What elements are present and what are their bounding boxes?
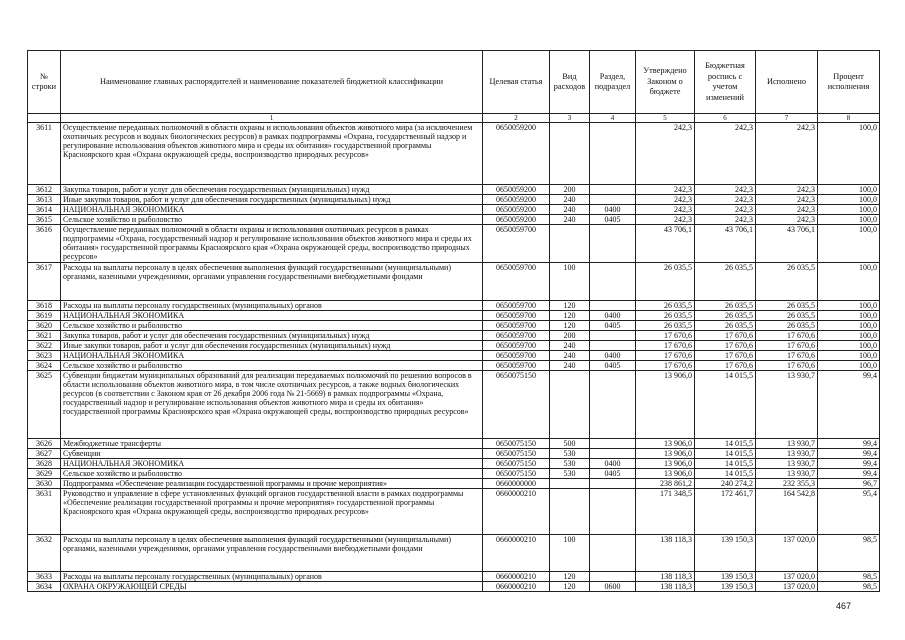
row-percent: 100,0 <box>818 263 880 301</box>
row-name: Субвенции <box>61 449 483 459</box>
row-number: 3624 <box>28 361 61 371</box>
row-budget-list: 14 015,5 <box>695 469 756 479</box>
row-section <box>590 341 636 351</box>
row-percent: 99,4 <box>818 439 880 449</box>
row-target-code: 0650059200 <box>483 195 550 205</box>
row-number: 3620 <box>28 321 61 331</box>
row-expense-type: 120 <box>550 311 590 321</box>
row-budget-list: 17 670,6 <box>695 331 756 341</box>
row-executed: 13 930,7 <box>756 371 818 439</box>
row-executed: 17 670,6 <box>756 361 818 371</box>
row-budget-list: 17 670,6 <box>695 341 756 351</box>
row-expense-type <box>550 371 590 439</box>
row-expense-type <box>550 123 590 185</box>
row-executed: 242,3 <box>756 195 818 205</box>
row-expense-type: 240 <box>550 351 590 361</box>
row-expense-type: 120 <box>550 582 590 592</box>
row-approved: 26 035,5 <box>636 311 695 321</box>
row-executed: 137 020,0 <box>756 535 818 572</box>
row-budget-list: 139 150,3 <box>695 582 756 592</box>
row-percent: 100,0 <box>818 215 880 225</box>
row-approved: 17 670,6 <box>636 351 695 361</box>
row-budget-list: 172 461,7 <box>695 489 756 535</box>
row-percent: 99,4 <box>818 469 880 479</box>
row-name: НАЦИОНАЛЬНАЯ ЭКОНОМИКА <box>61 351 483 361</box>
table-row <box>28 572 880 582</box>
row-number: 3611 <box>28 123 61 185</box>
row-name: Сельское хозяйство и рыболовство <box>61 469 483 479</box>
row-name: Руководство и управление в сфере установленных функций органов государственной власти в рамках подпрограммы «Обеспечение реализации государственной программы и прочие мероприятия» государственной программы Красноярского края «Охрана окружающей среды, воспроизводство природных ресурсов» <box>61 489 483 535</box>
row-target-code: 0660000000 <box>483 479 550 489</box>
row-section <box>590 331 636 341</box>
row-expense-type: 240 <box>550 195 590 205</box>
row-section: 0405 <box>590 321 636 331</box>
row-name: Закупка товаров, работ и услуг для обеспечения государственных (муниципальных) нужд <box>61 185 483 195</box>
row-target-code: 0650059700 <box>483 361 550 371</box>
row-expense-type: 240 <box>550 361 590 371</box>
row-approved: 17 670,6 <box>636 361 695 371</box>
row-executed: 242,3 <box>756 123 818 185</box>
row-percent: 99,4 <box>818 449 880 459</box>
row-name: Иные закупки товаров, работ и услуг для обеспечения государственных (муниципальных) нужд <box>61 195 483 205</box>
row-section <box>590 449 636 459</box>
row-executed: 17 670,6 <box>756 331 818 341</box>
row-number: 3633 <box>28 572 61 582</box>
row-target-code: 0650059700 <box>483 331 550 341</box>
table-row <box>28 205 880 215</box>
table-row <box>28 439 880 449</box>
row-name: Расходы на выплаты персоналу государственных (муниципальных) органов <box>61 301 483 311</box>
row-executed: 17 670,6 <box>756 341 818 351</box>
row-budget-list: 26 035,5 <box>695 301 756 311</box>
row-executed: 26 035,5 <box>756 301 818 311</box>
row-expense-type: 240 <box>550 205 590 215</box>
row-budget-list: 139 150,3 <box>695 572 756 582</box>
row-expense-type <box>550 479 590 489</box>
row-number: 3614 <box>28 205 61 215</box>
row-executed: 13 930,7 <box>756 449 818 459</box>
row-budget-list: 242,3 <box>695 123 756 185</box>
row-name: НАЦИОНАЛЬНАЯ ЭКОНОМИКА <box>61 205 483 215</box>
row-number: 3628 <box>28 459 61 469</box>
row-name: Иные закупки товаров, работ и услуг для обеспечения государственных (муниципальных) нужд <box>61 341 483 351</box>
row-section <box>590 263 636 301</box>
row-section: 0400 <box>590 205 636 215</box>
row-executed: 26 035,5 <box>756 311 818 321</box>
row-number: 3616 <box>28 225 61 263</box>
row-section: 0405 <box>590 469 636 479</box>
budget-table <box>27 50 880 592</box>
table-row <box>28 535 880 572</box>
row-percent: 100,0 <box>818 361 880 371</box>
row-budget-list: 242,3 <box>695 205 756 215</box>
row-name: Расходы на выплаты персоналу государственных (муниципальных) органов <box>61 572 483 582</box>
row-name: ОХРАНА ОКРУЖАЮЩЕЙ СРЕДЫ <box>61 582 483 592</box>
row-approved: 242,3 <box>636 185 695 195</box>
table-row <box>28 311 880 321</box>
row-budget-list: 242,3 <box>695 185 756 195</box>
row-section: 0400 <box>590 351 636 361</box>
row-expense-type: 530 <box>550 459 590 469</box>
row-executed: 26 035,5 <box>756 321 818 331</box>
row-target-code: 0660000210 <box>483 489 550 535</box>
table-row <box>28 582 880 592</box>
row-approved: 242,3 <box>636 215 695 225</box>
row-budget-list: 242,3 <box>695 195 756 205</box>
row-approved: 242,3 <box>636 123 695 185</box>
row-approved: 43 706,1 <box>636 225 695 263</box>
row-name: Расходы на выплаты персоналу в целях обеспечения выполнения функций государственными (муниципальными) органами, казенными учреждениями, органами управления государственными внебюджетными фондами <box>61 263 483 301</box>
row-target-code: 0650059200 <box>483 205 550 215</box>
table-row <box>28 215 880 225</box>
header-row-no: № строки <box>28 51 61 114</box>
row-name: Осуществление переданных полномочий в области охраны и использования объектов животного мира (за исключением охотничьих ресурсов и водных биологических ресурсов) в рамках подпрограммы «Охрана, государственный надзор и регулирование использования объектов животного мира и среды их обитания» государственной программы Красноярского края «Охрана окружающей среды, воспроизводство природных ресурсов» <box>61 123 483 185</box>
table-row <box>28 449 880 459</box>
row-budget-list: 240 274,2 <box>695 479 756 489</box>
row-target-code: 0650059700 <box>483 301 550 311</box>
row-expense-type: 120 <box>550 301 590 311</box>
budget-table-sheet <box>27 50 879 592</box>
row-budget-list: 242,3 <box>695 215 756 225</box>
column-number: 2 <box>483 114 550 123</box>
row-section: 0400 <box>590 459 636 469</box>
row-target-code: 0650059700 <box>483 351 550 361</box>
row-executed: 26 035,5 <box>756 263 818 301</box>
table-row <box>28 263 880 301</box>
row-name: Субвенции бюджетам муниципальных образований для реализации передаваемых полномочий по решению вопросов в области использования объектов животного мира, в том числе охотничьих ресурсов, а также водных биологических ресурсов (в соответствии с Законом края от 26 декабря 2006 года № 21-5669) в рамках подпрограммы «Охрана, государственный надзор и регулирование использования объектов животного мира и среды их обитания» государственной программы Красноярского края «Охрана окружающей среды, воспроизводство природных ресурсов» <box>61 371 483 439</box>
row-target-code: 0650075150 <box>483 371 550 439</box>
row-section: 0400 <box>590 311 636 321</box>
row-expense-type <box>550 489 590 535</box>
row-approved: 13 906,0 <box>636 449 695 459</box>
row-budget-list: 26 035,5 <box>695 321 756 331</box>
table-row <box>28 341 880 351</box>
page-number: 467 <box>836 601 852 611</box>
row-executed: 232 355,3 <box>756 479 818 489</box>
row-number: 3626 <box>28 439 61 449</box>
column-number: 7 <box>756 114 818 123</box>
row-name: НАЦИОНАЛЬНАЯ ЭКОНОМИКА <box>61 311 483 321</box>
row-approved: 13 906,0 <box>636 459 695 469</box>
row-number: 3622 <box>28 341 61 351</box>
row-budget-list: 14 015,5 <box>695 459 756 469</box>
header-name: Наименование главных распорядителей и наименование показателей бюджетной классификации <box>61 51 483 114</box>
row-percent: 100,0 <box>818 185 880 195</box>
table-row <box>28 489 880 535</box>
table-row <box>28 301 880 311</box>
row-percent: 98,5 <box>818 572 880 582</box>
header-expense-type: Вид расходов <box>550 51 590 114</box>
row-percent: 100,0 <box>818 225 880 263</box>
row-percent: 96,7 <box>818 479 880 489</box>
row-target-code: 0650059700 <box>483 341 550 351</box>
row-percent: 99,4 <box>818 371 880 439</box>
row-approved: 13 906,0 <box>636 371 695 439</box>
header-approved: Утверждено Законом о бюджете <box>636 51 695 114</box>
row-percent: 100,0 <box>818 321 880 331</box>
row-expense-type: 240 <box>550 341 590 351</box>
row-budget-list: 14 015,5 <box>695 439 756 449</box>
row-number: 3632 <box>28 535 61 572</box>
row-percent: 98,5 <box>818 582 880 592</box>
row-approved: 242,3 <box>636 205 695 215</box>
row-section <box>590 535 636 572</box>
row-target-code: 0660000210 <box>483 572 550 582</box>
table-row <box>28 195 880 205</box>
row-target-code: 0650059700 <box>483 263 550 301</box>
row-budget-list: 139 150,3 <box>695 535 756 572</box>
row-target-code: 0650075150 <box>483 469 550 479</box>
row-percent: 99,4 <box>818 459 880 469</box>
row-section <box>590 572 636 582</box>
row-section: 0405 <box>590 215 636 225</box>
row-number: 3625 <box>28 371 61 439</box>
row-approved: 138 118,3 <box>636 572 695 582</box>
row-name: Подпрограмма «Обеспечение реализации государственной программы и прочие мероприятия» <box>61 479 483 489</box>
row-executed: 137 020,0 <box>756 572 818 582</box>
row-name: Расходы на выплаты персоналу в целях обеспечения выполнения функций государственными (муниципальными) органами, казенными учреждениями, органами управления государственными внебюджетными фондами <box>61 535 483 572</box>
row-name: Осуществление переданных полномочий в области охраны и использования охотничьих ресурсов в рамках подпрограммы «Охрана, государственный надзор и регулирование использования объектов животного мира и среды их обитания» государственной программы Красноярского края «Охрана окружающей среды, воспроизводство природных ресурсов» <box>61 225 483 263</box>
column-number-empty <box>28 114 61 123</box>
row-target-code: 0650075150 <box>483 459 550 469</box>
row-approved: 138 118,3 <box>636 535 695 572</box>
row-approved: 26 035,5 <box>636 321 695 331</box>
row-approved: 238 861,2 <box>636 479 695 489</box>
row-executed: 13 930,7 <box>756 459 818 469</box>
row-approved: 13 906,0 <box>636 439 695 449</box>
row-name: НАЦИОНАЛЬНАЯ ЭКОНОМИКА <box>61 459 483 469</box>
row-number: 3617 <box>28 263 61 301</box>
column-number-row <box>28 114 880 123</box>
row-number: 3612 <box>28 185 61 195</box>
row-expense-type: 100 <box>550 535 590 572</box>
row-percent: 100,0 <box>818 195 880 205</box>
row-expense-type: 500 <box>550 439 590 449</box>
header-budget-list: Бюджетная роспись с учетом изменений <box>695 51 756 114</box>
table-row <box>28 479 880 489</box>
row-expense-type <box>550 225 590 263</box>
row-name: Сельское хозяйство и рыболовство <box>61 321 483 331</box>
row-executed: 13 930,7 <box>756 439 818 449</box>
table-row <box>28 371 880 439</box>
row-number: 3627 <box>28 449 61 459</box>
row-number: 3615 <box>28 215 61 225</box>
row-number: 3634 <box>28 582 61 592</box>
row-executed: 43 706,1 <box>756 225 818 263</box>
row-percent: 100,0 <box>818 351 880 361</box>
header-target: Целевая статья <box>483 51 550 114</box>
header-row <box>28 51 880 114</box>
row-expense-type: 240 <box>550 215 590 225</box>
row-executed: 242,3 <box>756 185 818 195</box>
row-approved: 13 906,0 <box>636 469 695 479</box>
row-budget-list: 17 670,6 <box>695 351 756 361</box>
row-budget-list: 14 015,5 <box>695 449 756 459</box>
row-expense-type: 120 <box>550 321 590 331</box>
row-number: 3618 <box>28 301 61 311</box>
row-section <box>590 439 636 449</box>
row-number: 3621 <box>28 331 61 341</box>
row-number: 3631 <box>28 489 61 535</box>
row-section <box>590 195 636 205</box>
row-target-code: 0650075150 <box>483 449 550 459</box>
header-executed: Исполнено <box>756 51 818 114</box>
table-row <box>28 459 880 469</box>
row-number: 3619 <box>28 311 61 321</box>
row-number: 3613 <box>28 195 61 205</box>
table-row <box>28 225 880 263</box>
row-approved: 242,3 <box>636 195 695 205</box>
row-approved: 17 670,6 <box>636 331 695 341</box>
row-name: Межбюджетные трансферты <box>61 439 483 449</box>
row-percent: 100,0 <box>818 123 880 185</box>
table-row <box>28 361 880 371</box>
row-section: 0405 <box>590 361 636 371</box>
row-budget-list: 26 035,5 <box>695 263 756 301</box>
row-expense-type: 120 <box>550 572 590 582</box>
row-target-code: 0660000210 <box>483 582 550 592</box>
row-section <box>590 185 636 195</box>
row-percent: 100,0 <box>818 311 880 321</box>
row-target-code: 0650059700 <box>483 321 550 331</box>
row-expense-type: 530 <box>550 469 590 479</box>
table-row <box>28 123 880 185</box>
row-executed: 164 542,8 <box>756 489 818 535</box>
row-budget-list: 43 706,1 <box>695 225 756 263</box>
column-number: 5 <box>636 114 695 123</box>
row-section <box>590 479 636 489</box>
row-target-code: 0650059200 <box>483 123 550 185</box>
row-target-code: 0650059200 <box>483 215 550 225</box>
row-executed: 17 670,6 <box>756 351 818 361</box>
row-budget-list: 17 670,6 <box>695 361 756 371</box>
row-percent: 100,0 <box>818 341 880 351</box>
row-section <box>590 301 636 311</box>
row-section <box>590 123 636 185</box>
row-approved: 138 118,3 <box>636 582 695 592</box>
row-approved: 26 035,5 <box>636 301 695 311</box>
column-number: 3 <box>550 114 590 123</box>
row-section <box>590 225 636 263</box>
row-number: 3630 <box>28 479 61 489</box>
row-budget-list: 14 015,5 <box>695 371 756 439</box>
row-section <box>590 489 636 535</box>
row-percent: 98,5 <box>818 535 880 572</box>
row-number: 3629 <box>28 469 61 479</box>
row-approved: 17 670,6 <box>636 341 695 351</box>
column-number: 8 <box>818 114 880 123</box>
row-percent: 95,4 <box>818 489 880 535</box>
row-expense-type: 200 <box>550 331 590 341</box>
header-percent: Процент исполнения <box>818 51 880 114</box>
table-row <box>28 351 880 361</box>
row-name: Сельское хозяйство и рыболовство <box>61 215 483 225</box>
row-target-code: 0650059700 <box>483 311 550 321</box>
row-budget-list: 26 035,5 <box>695 311 756 321</box>
column-number: 1 <box>61 114 483 123</box>
row-expense-type: 200 <box>550 185 590 195</box>
row-section <box>590 371 636 439</box>
table-row <box>28 469 880 479</box>
header-section: Раздел, подраздел <box>590 51 636 114</box>
table-row <box>28 185 880 195</box>
row-approved: 26 035,5 <box>636 263 695 301</box>
row-number: 3623 <box>28 351 61 361</box>
table-body <box>28 123 880 592</box>
row-percent: 100,0 <box>818 301 880 311</box>
row-executed: 13 930,7 <box>756 469 818 479</box>
row-executed: 137 020,0 <box>756 582 818 592</box>
row-target-code: 0650059700 <box>483 225 550 263</box>
column-number: 4 <box>590 114 636 123</box>
row-target-code: 0650075150 <box>483 439 550 449</box>
table-row <box>28 321 880 331</box>
column-number: 6 <box>695 114 756 123</box>
row-name: Сельское хозяйство и рыболовство <box>61 361 483 371</box>
row-target-code: 0650059200 <box>483 185 550 195</box>
row-percent: 100,0 <box>818 205 880 215</box>
table-row <box>28 331 880 341</box>
row-executed: 242,3 <box>756 205 818 215</box>
row-section: 0600 <box>590 582 636 592</box>
row-expense-type: 100 <box>550 263 590 301</box>
row-target-code: 0660000210 <box>483 535 550 572</box>
row-name: Закупка товаров, работ и услуг для обеспечения государственных (муниципальных) нужд <box>61 331 483 341</box>
row-executed: 242,3 <box>756 215 818 225</box>
row-approved: 171 348,5 <box>636 489 695 535</box>
row-percent: 100,0 <box>818 331 880 341</box>
row-expense-type: 530 <box>550 449 590 459</box>
